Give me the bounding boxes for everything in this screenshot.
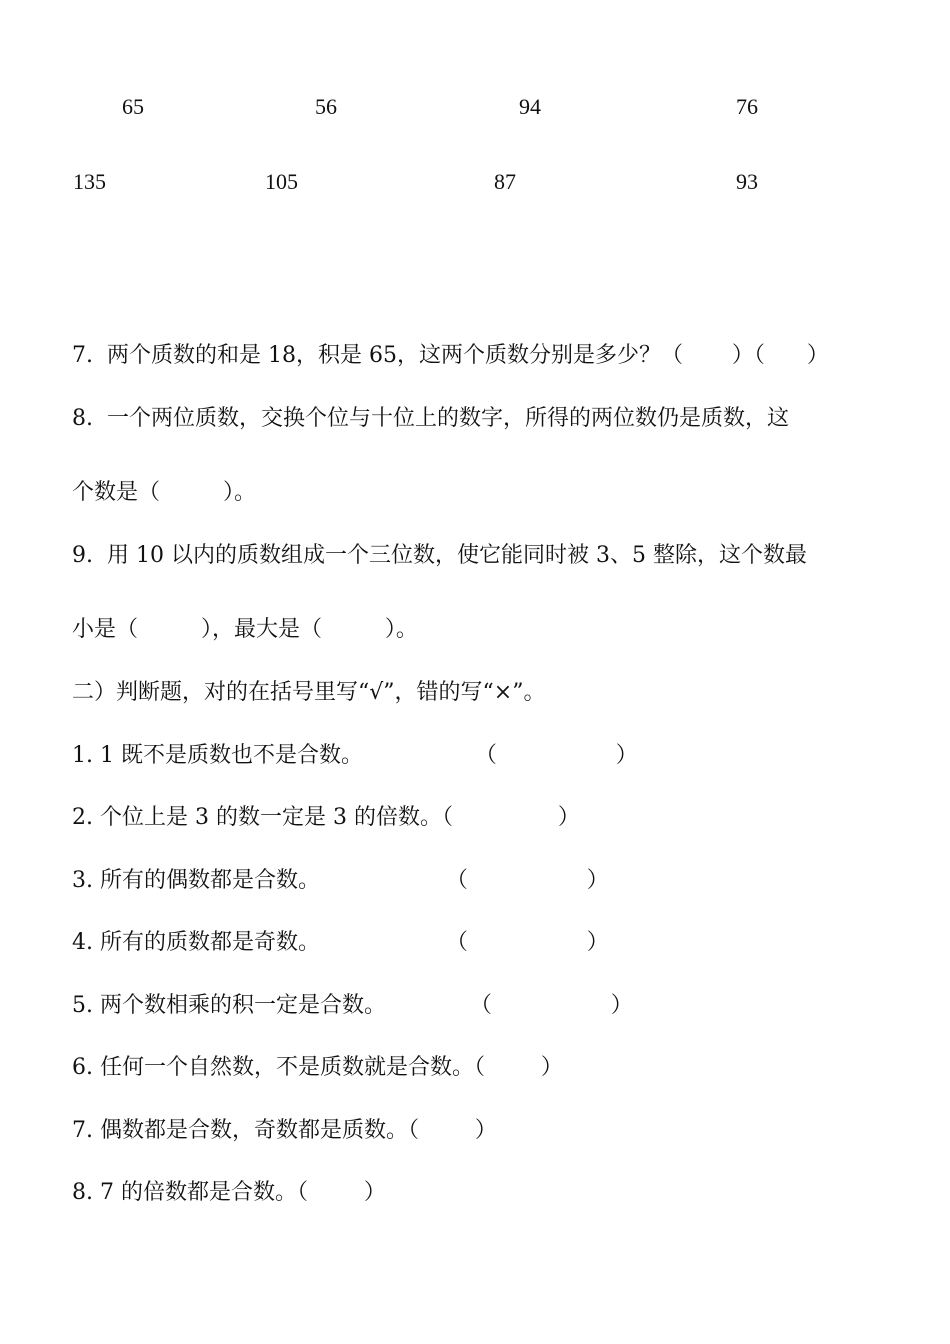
judgment-6: 6. 任何一个自然数，不是质数就是合数。（ ） — [72, 1055, 563, 1080]
judgment-4: 4. 所有的质数都是奇数。 （ ） — [72, 930, 609, 955]
judgment-8: 8. 7 的倍数都是合数。（ ） — [72, 1180, 386, 1205]
number-cell: 87 — [494, 169, 516, 194]
question-9-line-2: 小是（ ），最大是（ ）。 — [72, 617, 418, 642]
judgment-7: 7. 偶数都是合数，奇数都是质数。（ ） — [72, 1118, 497, 1143]
number-cell: 65 — [122, 94, 144, 119]
number-cell: 105 — [265, 169, 298, 194]
question-8-line-2: 个数是（ ）。 — [72, 480, 256, 505]
question-7: 7. 两个质数的和是 18，积是 65，这两个质数分别是多少？（ ）（ ） — [72, 343, 829, 368]
question-8-line-1: 8. 一个两位质数，交换个位与十位上的数字，所得的两位数仍是质数，这 — [72, 406, 789, 431]
number-cell: 135 — [73, 169, 106, 194]
number-cell: 56 — [315, 94, 337, 119]
number-cell: 76 — [736, 94, 758, 119]
number-cell: 93 — [736, 169, 758, 194]
question-9-line-1: 9. 用 10 以内的质数组成一个三位数，使它能同时被 3、5 整除，这个数最 — [72, 543, 807, 568]
number-cell: 94 — [519, 94, 541, 119]
section-title: 二）判断题，对的在括号里写“√”，错的写“×”。 — [72, 680, 546, 705]
judgment-1: 1. 1 既不是质数也不是合数。 （ ） — [72, 743, 638, 768]
judgment-3: 3. 所有的偶数都是合数。 （ ） — [72, 868, 609, 893]
judgment-2: 2. 个位上是 3 的数一定是 3 的倍数。（ ） — [72, 805, 580, 830]
judgment-5: 5. 两个数相乘的积一定是合数。 （ ） — [72, 993, 633, 1018]
